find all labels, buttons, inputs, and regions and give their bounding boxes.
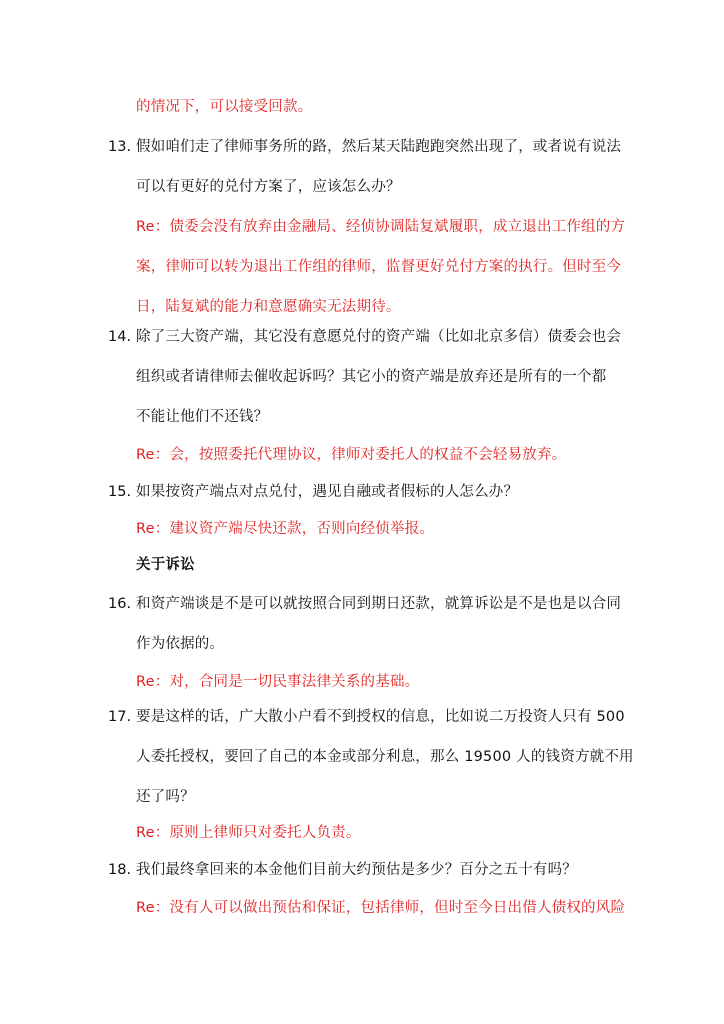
question-line: 假如咱们走了律师事务所的路，然后某天陆跑跑突然出现了，或者说有说法 [136, 139, 622, 155]
question-line: 还了吗？ [136, 789, 195, 805]
section-heading: 关于诉讼 [136, 557, 195, 573]
question-line: 除了三大资产端，其它没有意愿兑付的资产端（比如北京多信）债委会也会 [136, 329, 622, 345]
question-line: 要是这样的话，广大散小户看不到授权的信息，比如说二万投资人只有 500 [136, 709, 625, 725]
item-number: 15. [108, 484, 132, 500]
item-number: 18. [108, 862, 132, 878]
answer-line: Re：债委会没有放弃由金融局、经侦协调陆复斌履职，成立退出工作组的方 [136, 219, 626, 235]
answer-line: 日，陆复斌的能力和意愿确实无法期待。 [136, 299, 401, 315]
question-line: 组织或者请律师去催收起诉吗？其它小的资产端是放弃还是所有的一个都 [136, 369, 607, 385]
question-line: 人委托授权，要回了自己的本金或部分利息，那么 19500 人的钱资方就不用 [136, 749, 634, 765]
question-line: 我们最终拿回来的本金他们目前大约预估是多少？百分之五十有吗？ [136, 862, 577, 878]
item-number: 14. [108, 329, 132, 345]
item-number: 17. [108, 709, 132, 725]
question-line: 作为依据的。 [136, 636, 225, 652]
item-number: 13. [108, 139, 132, 155]
question-line: 不能让他们不还钱？ [136, 409, 269, 425]
answer-line: Re：建议资产端尽快还款，否则向经侦举报。 [136, 521, 435, 537]
answer-line: Re：没有人可以做出预估和保证，包括律师，但时至今日出借人债权的风险 [136, 900, 626, 916]
item-number: 16. [108, 596, 132, 612]
answer-line: Re：原则上律师只对委托人负责。 [136, 825, 361, 841]
answer-line: Re：对，合同是一切民事法律关系的基础。 [136, 674, 420, 690]
answer-line: 案，律师可以转为退出工作组的律师，监督更好兑付方案的执行。但时至今 [136, 259, 622, 275]
text-line: 的情况下，可以接受回款。 [136, 99, 313, 115]
question-line: 如果按资产端点对点兑付，遇见自融或者假标的人怎么办？ [136, 484, 519, 500]
question-line: 和资产端谈是不是可以就按照合同到期日还款，就算诉讼是不是也是以合同 [136, 596, 622, 612]
answer-line: Re：会，按照委托代理协议，律师对委托人的权益不会轻易放弃。 [136, 447, 567, 463]
question-line: 可以有更好的兑付方案了，应该怎么办？ [136, 179, 401, 195]
